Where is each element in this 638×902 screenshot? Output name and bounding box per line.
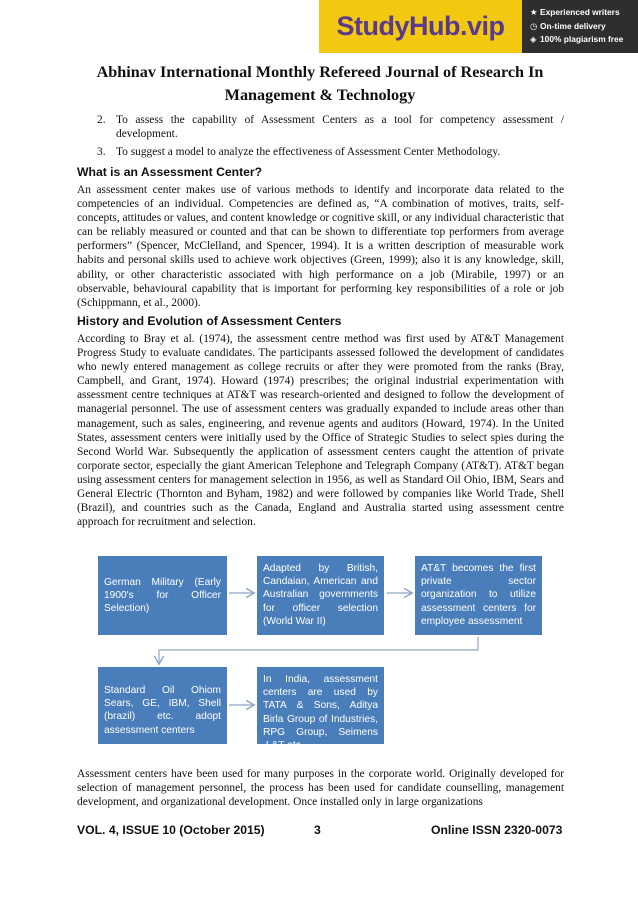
flow-box-att: AT&T becomes the first private sector organization to utilize assessment centers for employee assessment bbox=[415, 556, 542, 635]
flow-box-british-adaptation: Adapted by British, Candaian, American and Australian governments for officer selection (World War II) bbox=[257, 556, 384, 635]
flow-arrow bbox=[159, 637, 478, 663]
watermark-feature: ◈ 100% plagiarism free bbox=[530, 33, 638, 47]
objective-text-continued: development. bbox=[116, 128, 178, 140]
objective-number: 2. bbox=[97, 114, 106, 126]
section-heading: What is an Assessment Center? bbox=[77, 165, 263, 179]
footer-page-number: 3 bbox=[314, 823, 321, 837]
section-paragraph: According to Bray et al. (1974), the assessment centre method was first used by AT&T Management Progress Study to evaluate candidates. The participants assessed followed the development of candidates who newly entered management as college recruits or after they were promoted from the ranks (Bray, Campbell, and Grant, 1974). Howard (1974) prescribes; the original industrial experimentation with assessment centre techniques at AT&T was research-oriented and designed to follow the development of managerial personnel. The use of assessment centers was gradually expanded to include areas other than management, such as sales, engineering, and revenue agents and auditors (Howard, 1974). In the United States, assessment centers were initially used by the Office of Strategic Studies to select spies during the Second World War. Subsequently the application of assessment centers caught the attention of private corporate sector, especially the giant American Telephone and Telegraph Company (AT&T). AT&T began using assessment centers for management selection in 1956, as well as Standard Oil Ohio, IBM, Sears and General Electric (Thornton and Byham, 1982) and were followed by companies like World Trade, Shell (Brazil), and countries such as the Canada, England and Australia started using assessment centre approach for recruitment and selection. bbox=[77, 333, 564, 529]
watermark-feature: ★ Experienced writers bbox=[530, 6, 638, 20]
star-icon: ★ bbox=[530, 7, 538, 17]
clock-icon: ◷ bbox=[530, 20, 538, 31]
watermark-logo: StudyHub.vip bbox=[319, 0, 522, 53]
watermark-feature: ◷ On-time delivery bbox=[530, 20, 638, 34]
journal-title-line1: Abhinav International Monthly Refereed Journal of Research In bbox=[96, 63, 544, 81]
shield-icon: ◈ bbox=[530, 34, 537, 44]
objective-number: 3. bbox=[97, 146, 106, 158]
objective-text: To assess the capability of Assessment Centers as a tool for competency assessment / bbox=[116, 114, 564, 126]
closing-paragraph: Assessment centers have been used for many purposes in the corporate world. Originally developed for selection of management personnel, the process has been used for candidate counselling, management development, and organizational development. Once installed only in large organizations bbox=[77, 768, 564, 809]
section-heading: History and Evolution of Assessment Centers bbox=[77, 314, 342, 328]
flow-box-standard-oil: Standard Oil Ohiom Sears, GE, IBM, Shell (brazil) etc. adopt assessment centers bbox=[98, 667, 227, 744]
footer-issn: Online ISSN 2320-0073 bbox=[431, 823, 563, 837]
footer-volume: VOL. 4, ISSUE 10 (October 2015) bbox=[77, 823, 265, 837]
section-paragraph: An assessment center makes use of various methods to identify and incorporate data related to the competencies of an individual. Competencies are defined as, “A combination of motives, traits, self-concepts, attitudes or values, and content knowledge or cognitive skill, or any individual characteristic that can be reliably measured or counted and that can be shown to differentiate top performers from average performers” (Spencer, McClelland, and Spencer, 1994). It is a written description of measurable work habits and personal skills used to achieve work objectives (Green, 1999); also it is any knowledge, skill, ability, or other characteristic associated with high performance on a job (Mirabile, 1997) or an observable, behavioural capability that is important for performing key responsibilities of a role or job (Schippmann, et al., 2000). bbox=[77, 184, 564, 309]
objective-text: To suggest a model to analyze the effectiveness of Assessment Center Methodology. bbox=[116, 146, 501, 158]
journal-title-line2: Management & Technology bbox=[224, 86, 416, 104]
flow-box-india: In India, assessment centers are used by TATA & Sons, Aditya Birla Group of Industries, RPG Group, Seimens ,L&T etc. bbox=[257, 667, 384, 744]
flow-box-german-military: German Military (Early 1900's for Officer Selection) bbox=[98, 556, 227, 635]
